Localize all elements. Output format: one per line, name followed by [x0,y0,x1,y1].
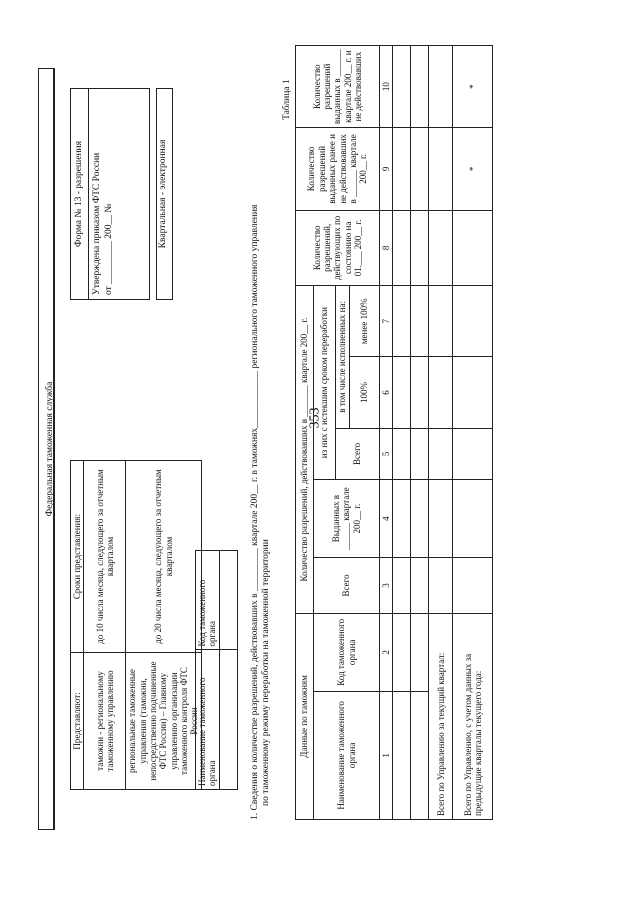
rotated-form [20,40,620,880]
colnum-4: 4 [380,480,393,558]
form-number: Форма № 13 - разрешения [71,89,89,299]
colnum-2: 2 [380,613,393,691]
hdr-name: Наименование таможенного органа [314,691,380,819]
section-title-line2: по таможенному режиму переработки на таможенной территории [260,539,271,806]
hdr-100: 100% [350,357,380,428]
total-quarter-label: Всего по Управлению за текущий квартал: [429,613,453,819]
submission-who-header: Представляют: [71,653,84,790]
submission-when-1: до 10 числа месяца, следующего за отчетным кварталом [84,461,126,653]
colnum-6: 6 [380,357,393,428]
org-table [195,550,238,790]
colnum-7: 7 [380,286,393,357]
section-title-line1: 1. Сведения о количестве разрешений, действовавших в _________ квартале 200__ г. в таможнях____________ регионального таможенного управления [250,204,260,820]
table-label: Таблица 1 [282,79,292,120]
total-year-label: Всего по Управлению, с учетом данных за предыдущие кварталы текущего года: [453,613,493,819]
agency-title: Федеральная таможенная служба [45,381,55,517]
submission-table [70,460,202,790]
periodicity-box: Квартальная - электронная [156,88,173,300]
agency-header [38,68,55,830]
form-approved: Утверждена приказом ФТС России [91,152,102,295]
submission-who-1: таможни - региональному таможенному управлению [84,653,126,790]
submission-when-header: Сроки представления: [71,461,84,653]
colnum-5: 5 [380,428,393,480]
org-code-value [219,551,237,651]
total-year-col9-star: * [453,128,493,210]
table-row [393,46,411,820]
total-quarter-row [429,46,453,820]
form-date-line: от _________ 200__ № [103,203,114,295]
main-table [295,45,493,820]
hdr-less100: менее 100% [350,286,380,357]
hdr-col10: Количество разрешений выданных в ______ квартале 200__ г. и не действовавших [296,46,380,128]
colnum-8: 8 [380,210,393,286]
hdr-col8: Количество разрешений, действующих по состоянию на 01.___ 200__ г. [296,210,380,286]
hdr-col9: Количество разрешений выданных ранее и не действовавших в ______ квартале 200__ г. [296,128,380,210]
form-box [70,88,150,300]
section-title [250,60,272,820]
hdr-issued: Выданных в ______ квартале 200__ г. [314,480,380,558]
hdr-including: в том числе исполненных на: [336,286,350,429]
colnum-3: 3 [380,558,393,614]
colnum-9: 9 [380,128,393,210]
colnum-10: 10 [380,46,393,128]
submission-who-2: региональные таможенные управления (таможни, непосредственно подчиненные ФТС России) – Главному управлению организации таможенного контроля ФТС России [126,653,201,790]
hdr-permits: Количество разрешений, действовавших в _______ квартале 200__ г. [296,286,314,614]
submission-when-2: до 20 числа месяца, следующего за отчетным кварталом [126,461,201,653]
org-name-label: Наименование таможенного органа [196,650,220,790]
total-year-col10-star: * [453,46,493,128]
hdr-expired: из них с истекшим сроком переработки [314,286,336,480]
total-year-row [453,46,493,820]
hdr-code: Код таможенного органа [314,613,380,691]
hdr-total: Всего [314,558,380,614]
table-row [411,46,429,820]
colnum-1: 1 [380,691,393,819]
org-code-label: Код таможенного органа [196,551,220,651]
page-number: 353 [307,407,323,429]
hdr-customs: Данные по таможням [296,613,314,819]
org-name-value [219,650,237,790]
hdr-total2: Всего [336,428,380,480]
